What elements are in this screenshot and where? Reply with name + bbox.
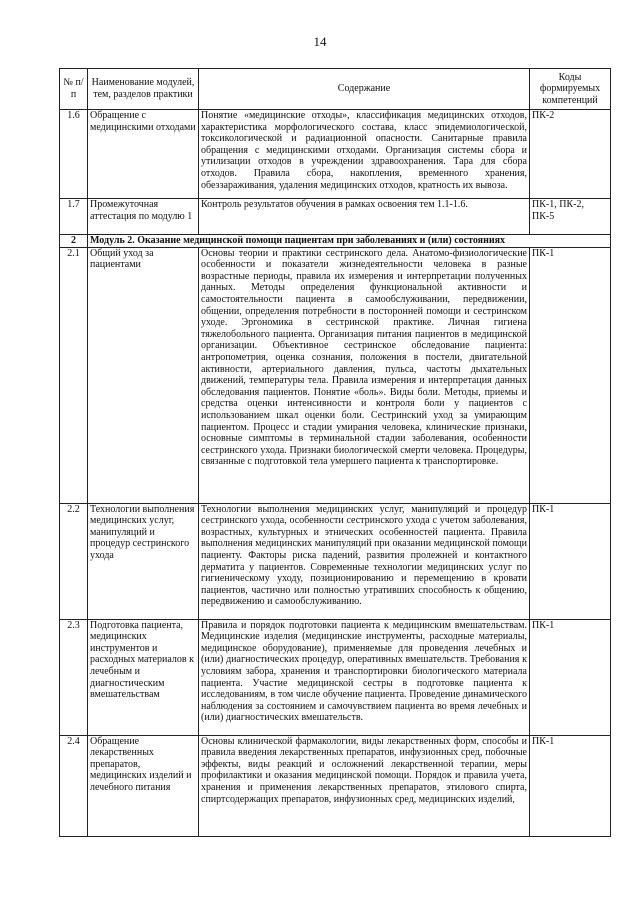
- row-content: Технологии выполнения медицинских услуг, манипуляций и процедур сестринского ухода, особенности сестринского ухода с учетом заболевания, возрастных, культурных и этнических особенностей пациента. Правила выполнения медицинских манипуляций при оказании медицинской помощи пациенту. Факторы риска падений, развития пролежней и контактного дерматита у пациентов. Современные технологии медицинских услуг по гигиеническому уходу, позиционированию и перемещению в кровати пациентов, частично или полностью утративших способность к общению, передвижению и самообслуживанию.: [199, 503, 530, 619]
- row-content: Понятие «медицинские отходы», классификация медицинских отходов, характеристика морфологического состава, класс эпидемиологической, токсикологической и радиационной опасности. Санитарные правила обращения с медицинскими отходами. Организация системы сбора и утилизации отходов в учреждении здравоохранения. Тара для сбора отходов. Правила сбора, накопления, временного хранения, обеззараживания, удаления медицинских отходов, кратность их вывоза.: [199, 110, 530, 199]
- row-content-text: Основы клинической фармакологии, виды лекарственных форм, способы и правила введения лекарственных препаратов, инфузионных сред, побочные эффекты, виды реакций и осложнений лекарственной терапии, меры профилактики и оказания медицинской помощи. Порядок и правила учета, хранения и применения лекарственных препаратов, этилового спирта, спиртсодержащих препаратов, инфузионных сред, медицинских изделий,: [201, 735, 527, 805]
- row-name: Общий уход за пациентами: [88, 247, 199, 503]
- table-row: [60, 199, 611, 235]
- row-codes: ПК-1: [530, 619, 611, 735]
- header-name: Наименование модулей, тем, разделов практики: [88, 69, 199, 110]
- table-row: [60, 619, 611, 735]
- row-codes: ПК-1: [530, 247, 611, 503]
- row-name: Обращение лекарственных препаратов, медицинских изделий и лечебного питания: [88, 735, 199, 836]
- table-row: [60, 247, 611, 503]
- module-num: 2: [60, 235, 88, 248]
- row-num: 2.4: [60, 735, 88, 836]
- row-num: 1.6: [60, 110, 88, 199]
- row-content: Контроль результатов обучения в рамках освоения тем 1.1-1.6.: [199, 199, 530, 235]
- row-num: 2.3: [60, 619, 88, 735]
- row-num: 1.7: [60, 199, 88, 235]
- row-codes: ПК-1: [530, 503, 611, 619]
- module-row: [60, 235, 611, 248]
- header-content: Содержание: [199, 69, 530, 110]
- row-name: Подготовка пациента, медицинских инструментов и расходных материалов к лечебным и диагностическим вмешательствам: [88, 619, 199, 735]
- table-header-row: [60, 69, 611, 110]
- module-title: Модуль 2. Оказание медицинской помощи пациентам при заболеваниях и (или) состояниях: [88, 235, 611, 248]
- row-name: Промежуточная аттестация по модулю 1: [88, 199, 199, 235]
- row-content: Правила и порядок подготовки пациента к медицинским вмешательствам. Медицинские изделия (медицинские инструменты, расходные материалы, медицинское оборудование), применяемые для проведения лечебных и (или) диагностических процедур, оперативных вмешательств. Требования к условиям забора, хранения и транспортировки биологического материала пациента. Участие медицинской сестры в подготовке пациента к исследованиям, в том числе обучение пациента. Проведение динамического наблюдения за состоянием и самочувствием пациента во время лечебных и (или) диагностических вмешательств.: [199, 619, 530, 735]
- row-content: [199, 735, 530, 836]
- row-name: Технологии выполнения медицинских услуг, манипуляций и процедур сестринского ухода: [88, 503, 199, 619]
- row-codes: ПК-2: [530, 110, 611, 199]
- row-num: 2.2: [60, 503, 88, 619]
- table-row: [60, 110, 611, 199]
- table-row: [60, 735, 611, 836]
- page-number: 14: [313, 34, 327, 49]
- row-codes: ПК-1, ПК-2, ПК-5: [530, 199, 611, 235]
- row-num: 2.1: [60, 247, 88, 503]
- curriculum-table: [59, 68, 611, 837]
- page-bottom-margin: [0, 862, 640, 905]
- row-name: Обращение с медицинскими отходами: [88, 110, 199, 199]
- row-codes: ПК-1: [530, 735, 611, 836]
- header-num: № п/п: [60, 69, 88, 110]
- header-codes: Коды формируемых компетенций: [530, 69, 611, 110]
- row-content: Основы теории и практики сестринского дела. Анатомо-физиологические особенности и показатели жизнедеятельности человека в разные возрастные периоды, правила их измерения и интерпретации полученных данных. Методы определения функциональной активности и самостоятельности пациента в самообслуживании, передвижении, общении, определения потребности в посторонней помощи и сестринском уходе. Эргономика в сестринской практике. Личная гигиена тяжелобольного пациента. Организация питания пациентов в медицинской организации. Объективное сестринское обследование пациента: антропометрия, оценка сознания, положения в постели, двигательной активности, артериального давления, пульса, частоты дыхательных движений, температуры тела. Правила измерения и интерпретация данных обследования пациентов. Понятие «боль». Виды боли. Методы, приемы и средства оценки интенсивности и контроля боли у пациентов с использованием шкал оценки боли. Сестринский уход за умирающим пациентом. Процесс и стадии умирания человека, клинические признаки, основные симптомы в терминальной стадии заболевания, особенности сестринского ухода. Признаки биологической смерти человека. Процедуры, связанные с подготовкой тела умершего пациента к транспортировке.: [199, 247, 530, 503]
- table-row: [60, 503, 611, 619]
